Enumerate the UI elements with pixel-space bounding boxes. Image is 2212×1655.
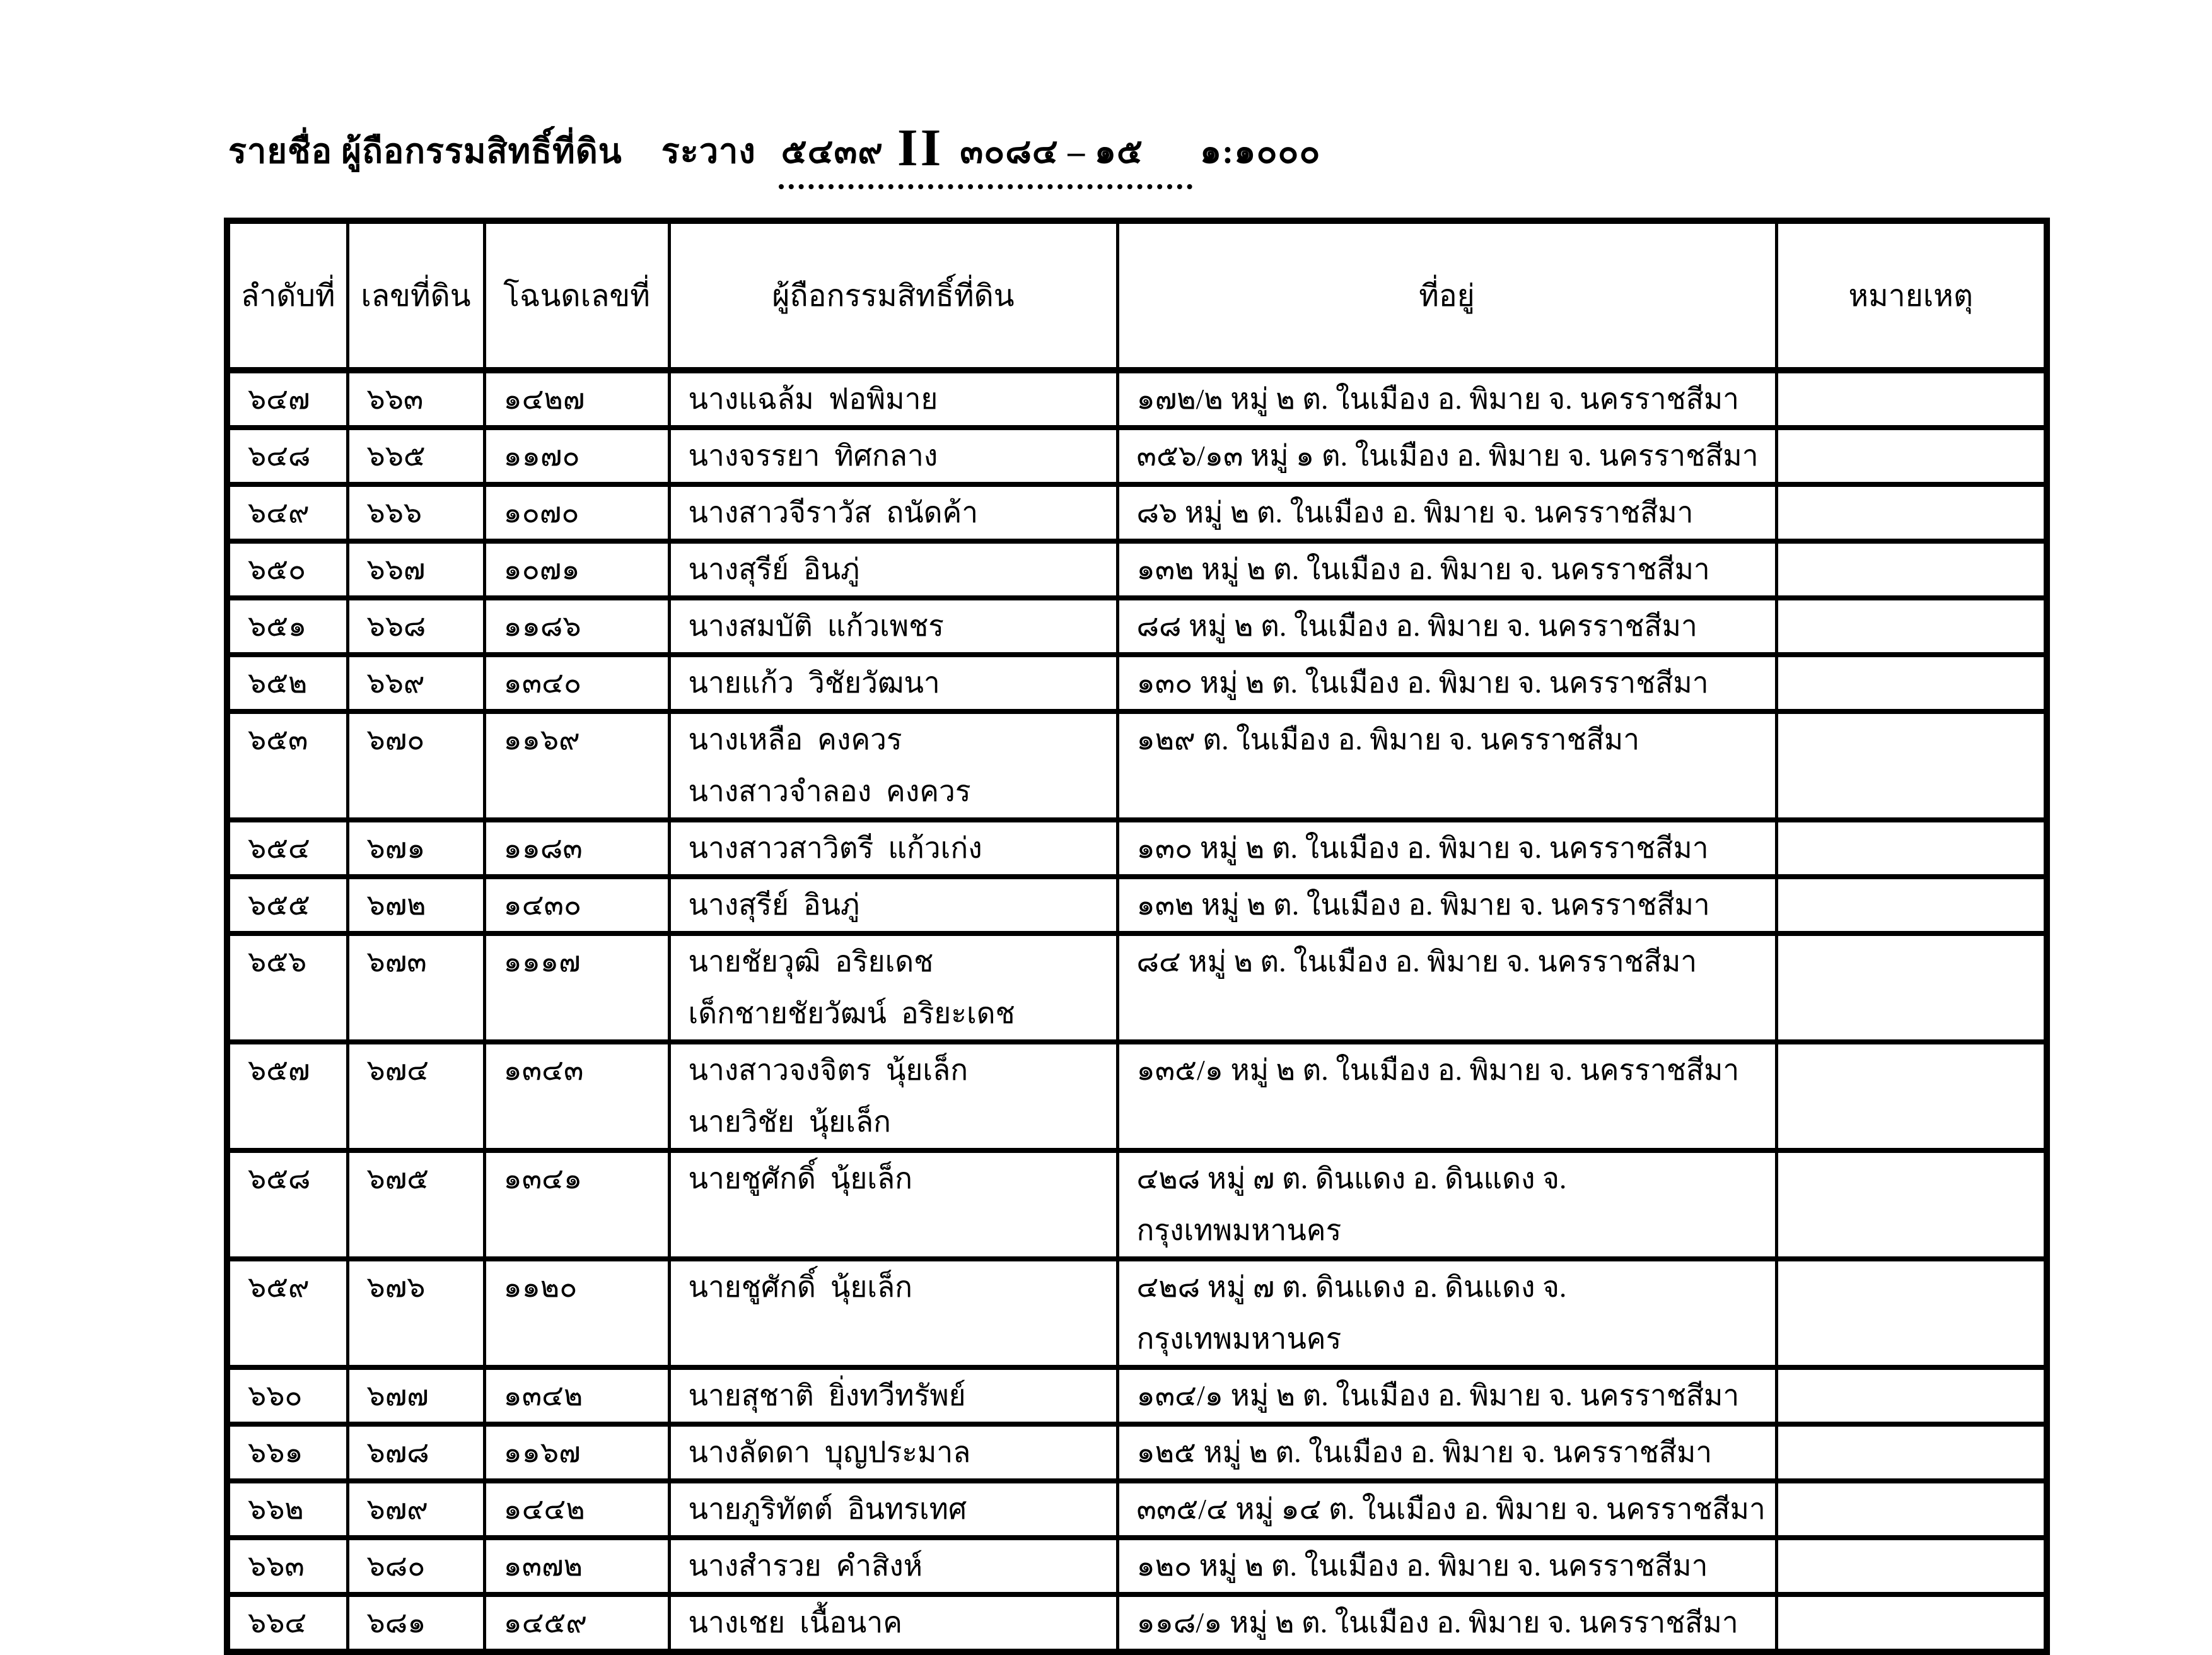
cell-address (1117, 1424, 1776, 1481)
owner-name: นางจรรยา ทิศกลาง (688, 440, 938, 472)
cell-seq: ๖๔๙ (227, 484, 347, 541)
cell-owner (669, 1150, 1117, 1259)
cell-address (1117, 933, 1776, 1042)
cell-owner (669, 1367, 1117, 1424)
table-row (227, 877, 2047, 933)
table-header-row (227, 221, 2047, 370)
table-row (227, 655, 2047, 711)
cell-remark (1776, 598, 2047, 655)
address-text: ๘๖ หมู่ ๒ ต. ในเมือง อ. พิมาย จ. นครราชสีมา (1136, 496, 1694, 529)
cell-owner (669, 1538, 1117, 1594)
owner-name: นางสาวจีราวัส ถนัดค้า (688, 496, 979, 529)
cell-address (1117, 598, 1776, 655)
owner-name: นายชูศักดิ์ นุ้ยเล็ก (688, 1271, 913, 1303)
cell-land-no: ๖๖๘ (347, 598, 484, 655)
owner-name: นางสำรวย คำสิงห์ (688, 1550, 923, 1582)
cell-remark (1776, 820, 2047, 877)
cell-seq: ๖๕๔ (227, 820, 347, 877)
owner-name: นายชูศักดิ์ นุ้ยเล็ก (688, 1162, 913, 1195)
table-row (227, 428, 2047, 484)
owner-name: นางเหลือ คงควร (688, 723, 902, 756)
cell-deed-no: ๑๔๕๙ (484, 1594, 669, 1652)
address-text: ๓๓๕/๔ หมู่ ๑๔ ต. ในเมือง อ. พิมาย จ. นครราชสีมา (1136, 1493, 1766, 1525)
cell-remark (1776, 1538, 2047, 1594)
table-row (227, 1594, 2047, 1652)
owner-name: นายวิชัย นุ้ยเล็ก (688, 1106, 891, 1138)
cell-remark (1776, 1424, 2047, 1481)
title-survey-label: ระวาง (661, 132, 756, 170)
cell-remark (1776, 933, 2047, 1042)
cell-deed-no: ๑๑๘๖ (484, 598, 669, 655)
cell-deed-no: ๑๐๗๑ (484, 541, 669, 598)
cell-owner (669, 711, 1117, 820)
cell-owner (669, 933, 1117, 1042)
owner-name: นางสมบัติ แก้วเพชร (688, 610, 945, 642)
land-owner-table (224, 218, 2050, 1655)
cell-deed-no: ๑๔๔๒ (484, 1481, 669, 1538)
cell-seq: ๖๕๕ (227, 877, 347, 933)
header-land-no: เลขที่ดิน (347, 221, 484, 370)
cell-seq: ๖๕๙ (227, 1259, 347, 1367)
cell-address (1117, 541, 1776, 598)
cell-deed-no: ๑๐๗๐ (484, 484, 669, 541)
cell-seq: ๖๖๒ (227, 1481, 347, 1538)
cell-owner (669, 1424, 1117, 1481)
table-row (227, 1042, 2047, 1150)
cell-seq: ๖๕๗ (227, 1042, 347, 1150)
cell-seq: ๖๕๐ (227, 541, 347, 598)
cell-address (1117, 1259, 1776, 1367)
cell-owner (669, 655, 1117, 711)
document-title (228, 119, 1321, 189)
header-address: ที่อยู่ (1117, 221, 1776, 370)
address-text: ๑๓๒ หมู่ ๒ ต. ในเมือง อ. พิมาย จ. นครราชสีมา (1136, 889, 1710, 921)
address-text: ๔๒๘ หมู่ ๗ ต. ดินแดง อ. ดินแดง จ. กรุงเทพมหานคร (1136, 1271, 1574, 1355)
address-text: ๑๑๘/๑ หมู่ ๒ ต. ในเมือง อ. พิมาย จ. นครราชสีมา (1136, 1606, 1738, 1639)
owner-name: นางสุรีย์ อินภู่ (688, 889, 860, 921)
cell-owner (669, 1481, 1117, 1538)
cell-address (1117, 820, 1776, 877)
cell-land-no: ๖๗๑ (347, 820, 484, 877)
cell-seq: ๖๔๗ (227, 370, 347, 428)
cell-land-no: ๖๗๘ (347, 1424, 484, 1481)
cell-seq: ๖๕๑ (227, 598, 347, 655)
header-remark: หมายเหตุ (1776, 221, 2047, 370)
cell-address (1117, 1042, 1776, 1150)
cell-remark (1776, 1259, 2047, 1367)
table-body (227, 370, 2047, 1652)
cell-address (1117, 1150, 1776, 1259)
table-row (227, 598, 2047, 655)
owner-name: นางสาวสาวิตรี แก้วเก่ง (688, 832, 982, 864)
cell-address (1117, 1594, 1776, 1652)
address-text: ๔๒๘ หมู่ ๗ ต. ดินแดง อ. ดินแดง จ. กรุงเทพมหานคร (1136, 1162, 1574, 1246)
table-row (227, 933, 2047, 1042)
cell-remark (1776, 711, 2047, 820)
cell-seq: ๖๖๓ (227, 1538, 347, 1594)
owner-name: นางสุรีย์ อินภู่ (688, 553, 860, 585)
cell-land-no: ๖๗๙ (347, 1481, 484, 1538)
address-text: ๑๗๒/๒ หมู่ ๒ ต. ในเมือง อ. พิมาย จ. นครราชสีมา (1136, 383, 1740, 415)
cell-remark (1776, 370, 2047, 428)
table-row (227, 541, 2047, 598)
cell-deed-no: ๑๑๖๙ (484, 711, 669, 820)
cell-remark (1776, 655, 2047, 711)
cell-owner (669, 820, 1117, 877)
owner-name: นายสุชาติ ยิ่งทวีทรัพย์ (688, 1379, 966, 1412)
cell-owner (669, 1042, 1117, 1150)
address-text: ๑๓๐ หมู่ ๒ ต. ในเมือง อ. พิมาย จ. นครราชสีมา (1136, 832, 1709, 864)
title-list-label: รายชื่อ ผู้ถือกรรมสิทธิ์ที่ดิน (228, 132, 622, 170)
table-row (227, 1424, 2047, 1481)
table-row (227, 1481, 2047, 1538)
header-owner: ผู้ถือกรรมสิทธิ์ที่ดิน (669, 221, 1117, 370)
cell-land-no: ๖๗๓ (347, 933, 484, 1042)
table-row (227, 820, 2047, 877)
cell-remark (1776, 1367, 2047, 1424)
cell-owner (669, 370, 1117, 428)
cell-remark (1776, 484, 2047, 541)
cell-deed-no: ๑๓๔๓ (484, 1042, 669, 1150)
cell-owner (669, 877, 1117, 933)
cell-deed-no: ๑๑๒๐ (484, 1259, 669, 1367)
cell-seq: ๖๕๒ (227, 655, 347, 711)
cell-land-no: ๖๖๓ (347, 370, 484, 428)
cell-land-no: ๖๖๕ (347, 428, 484, 484)
table-row (227, 711, 2047, 820)
header-seq: ลำดับที่ (227, 221, 347, 370)
cell-land-no: ๖๗๔ (347, 1042, 484, 1150)
cell-remark (1776, 1481, 2047, 1538)
cell-seq: ๖๖๔ (227, 1594, 347, 1652)
cell-remark (1776, 1150, 2047, 1259)
cell-land-no: ๖๗๐ (347, 711, 484, 820)
cell-address (1117, 655, 1776, 711)
cell-remark (1776, 877, 2047, 933)
cell-remark (1776, 428, 2047, 484)
table-row (227, 1367, 2047, 1424)
sheet-no-part2: ๓๐๘๔ – ๑๕ (960, 132, 1143, 170)
owner-name: นางสาวจำลอง คงควร (688, 775, 971, 807)
cell-deed-no: ๑๓๔๑ (484, 1150, 669, 1259)
cell-land-no: ๖๘๐ (347, 1538, 484, 1594)
cell-land-no: ๖๘๑ (347, 1594, 484, 1652)
cell-seq: ๖๕๖ (227, 933, 347, 1042)
address-text: ๑๓๒ หมู่ ๒ ต. ในเมือง อ. พิมาย จ. นครราชสีมา (1136, 553, 1710, 585)
address-text: ๑๒๕ หมู่ ๒ ต. ในเมือง อ. พิมาย จ. นครราชสีมา (1136, 1436, 1713, 1468)
cell-seq: ๖๖๐ (227, 1367, 347, 1424)
owner-name: นางสาวจงจิตร นุ้ยเล็ก (688, 1054, 969, 1086)
cell-owner (669, 484, 1117, 541)
cell-address (1117, 370, 1776, 428)
address-text: ๑๓๐ หมู่ ๒ ต. ในเมือง อ. พิมาย จ. นครราชสีมา (1136, 667, 1709, 699)
cell-land-no: ๖๖๖ (347, 484, 484, 541)
owner-name: นางเชย เนื้อนาค (688, 1606, 902, 1639)
title-map-scale: ๑:๑๐๐๐ (1199, 132, 1321, 170)
table-row (227, 1259, 2047, 1367)
cell-owner (669, 598, 1117, 655)
cell-deed-no: ๑๑๖๗ (484, 1424, 669, 1481)
cell-owner (669, 428, 1117, 484)
table-row (227, 484, 2047, 541)
owner-name: นายแก้ว วิชัยวัฒนา (688, 667, 940, 699)
owner-name: เด็กชายชัยวัฒน์ อริยะเดช (688, 997, 1015, 1029)
address-text: ๘๘ หมู่ ๒ ต. ในเมือง อ. พิมาย จ. นครราชสีมา (1136, 610, 1697, 642)
address-text: ๘๔ หมู่ ๒ ต. ในเมือง อ. พิมาย จ. นครราชสีมา (1136, 945, 1697, 978)
owner-name: นายภูริทัตต์ อินทรเทศ (688, 1493, 967, 1525)
header-deed-no: โฉนดเลขที่ (484, 221, 669, 370)
cell-seq: ๖๔๘ (227, 428, 347, 484)
cell-owner (669, 1594, 1117, 1652)
cell-owner (669, 541, 1117, 598)
table-row (227, 370, 2047, 428)
cell-deed-no: ๑๓๔๒ (484, 1367, 669, 1424)
cell-remark (1776, 1042, 2047, 1150)
owner-name: นางแฉล้ม ฟอพิมาย (688, 383, 938, 415)
cell-address (1117, 484, 1776, 541)
cell-address (1117, 428, 1776, 484)
address-text: ๑๒๙ ต. ในเมือง อ. พิมาย จ. นครราชสีมา (1136, 723, 1640, 756)
address-text: ๑๒๐ หมู่ ๒ ต. ในเมือง อ. พิมาย จ. นครราชสีมา (1136, 1550, 1708, 1582)
cell-address (1117, 1538, 1776, 1594)
cell-land-no: ๖๗๒ (347, 877, 484, 933)
cell-seq: ๖๕๓ (227, 711, 347, 820)
cell-seq: ๖๖๑ (227, 1424, 347, 1481)
cell-address (1117, 711, 1776, 820)
sheet-no-roman: II (897, 119, 944, 177)
address-text: ๑๓๔/๑ หมู่ ๒ ต. ในเมือง อ. พิมาย จ. นครราชสีมา (1136, 1379, 1740, 1412)
cell-seq: ๖๕๘ (227, 1150, 347, 1259)
owner-name: นายชัยวุฒิ อริยเดช (688, 945, 934, 978)
cell-address (1117, 1367, 1776, 1424)
table-row (227, 1538, 2047, 1594)
cell-deed-no: ๑๑๘๓ (484, 820, 669, 877)
address-text: ๑๓๕/๑ หมู่ ๒ ต. ในเมือง อ. พิมาย จ. นครราชสีมา (1136, 1054, 1740, 1086)
table-row (227, 1150, 2047, 1259)
title-sheet-number (779, 119, 1192, 189)
cell-deed-no: ๑๓๗๒ (484, 1538, 669, 1594)
cell-deed-no: ๑๔๓๐ (484, 877, 669, 933)
cell-address (1117, 1481, 1776, 1538)
cell-land-no: ๖๗๗ (347, 1367, 484, 1424)
cell-remark (1776, 541, 2047, 598)
cell-land-no: ๖๗๕ (347, 1150, 484, 1259)
sheet-no-part1: ๕๔๓๙ (781, 132, 883, 170)
cell-deed-no: ๑๔๒๗ (484, 370, 669, 428)
owner-name: นางลัดดา บุญประมาล (688, 1436, 971, 1468)
cell-owner (669, 1259, 1117, 1367)
cell-land-no: ๖๖๗ (347, 541, 484, 598)
cell-address (1117, 877, 1776, 933)
address-text: ๓๕๖/๑๓ หมู่ ๑ ต. ในเมือง อ. พิมาย จ. นครราชสีมา (1136, 440, 1759, 472)
cell-deed-no: ๑๑๗๐ (484, 428, 669, 484)
cell-deed-no: ๑๓๔๐ (484, 655, 669, 711)
cell-deed-no: ๑๑๑๗ (484, 933, 669, 1042)
cell-remark (1776, 1594, 2047, 1652)
cell-land-no: ๖๗๖ (347, 1259, 484, 1367)
cell-land-no: ๖๖๙ (347, 655, 484, 711)
